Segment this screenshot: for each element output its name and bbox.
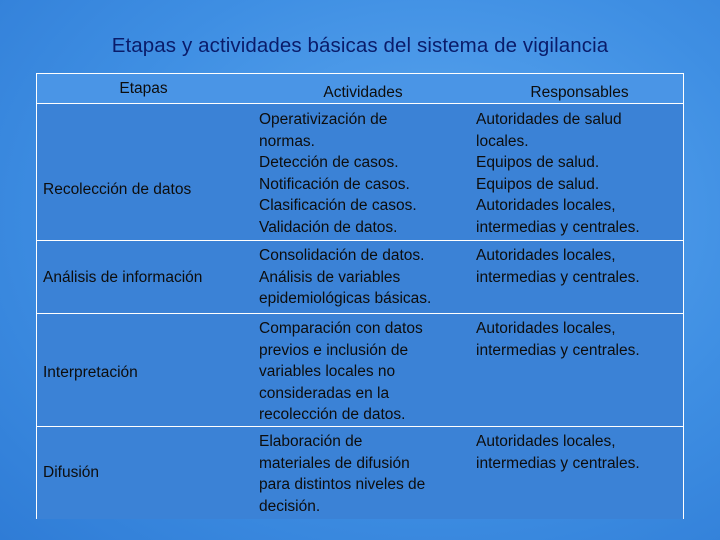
- activity-line: Consolidación de datos.: [259, 247, 425, 264]
- responsible-line: Autoridades locales,: [476, 197, 616, 214]
- activity-line: consideradas en la: [259, 384, 390, 402]
- activities-cell: [250, 427, 467, 519]
- activities-cell: [250, 241, 467, 314]
- activity-line: Comparación con datos: [259, 320, 423, 337]
- stage-label: Interpretación: [43, 363, 138, 381]
- stage-label: Difusión: [43, 464, 99, 482]
- activity-line: materiales de difusión: [259, 454, 410, 472]
- header-actividades: Actividades: [323, 84, 403, 101]
- header-responsables: Responsables: [530, 84, 629, 101]
- stage-cell: [37, 427, 250, 519]
- stage-cell: [37, 314, 250, 427]
- responsible-line: Autoridades locales,: [476, 433, 616, 450]
- stage-label: Análisis de información: [43, 268, 203, 286]
- stage-cell: [37, 241, 250, 314]
- surveillance-table: [36, 73, 684, 519]
- activity-line: recolección de datos.: [259, 406, 406, 423]
- table-row: [37, 313, 683, 427]
- responsible-line: Equipos de salud.: [476, 175, 600, 193]
- responsible-line: Autoridades locales,: [476, 320, 616, 337]
- responsible-line: intermedias y centrales.: [476, 218, 640, 236]
- responsibles-cell: [467, 104, 683, 240]
- activity-line: decisión.: [259, 497, 321, 515]
- responsible-line: locales.: [476, 132, 529, 150]
- stage-label: Recolección de datos: [43, 181, 192, 199]
- table-row: [37, 104, 683, 240]
- activities-cell: [250, 314, 467, 427]
- activity-line: epidemiológicas básicas.: [259, 290, 432, 307]
- responsible-line: Autoridades locales,: [476, 247, 616, 264]
- activity-line: Análisis de variables: [259, 268, 401, 286]
- table-header-row: [37, 74, 683, 104]
- activity-line: Notificación de casos.: [259, 175, 410, 193]
- responsible-line: Equipos de salud.: [476, 154, 600, 171]
- header-etapas: Etapas: [119, 80, 168, 97]
- responsibles-cell: [467, 241, 683, 314]
- activities-cell: [250, 104, 467, 240]
- activity-line: previos e inclusión de: [259, 341, 409, 359]
- activity-line: para distintos niveles de: [259, 476, 426, 493]
- table-row: [37, 240, 683, 314]
- activity-line: Elaboración de: [259, 433, 363, 450]
- activity-line: variables locales no: [259, 363, 396, 380]
- activity-line: Operativización de: [259, 111, 388, 128]
- responsibles-cell: [467, 427, 683, 519]
- responsibles-cell: [467, 314, 683, 427]
- activity-line: Validación de datos.: [259, 218, 398, 236]
- responsible-line: intermedias y centrales.: [476, 454, 640, 472]
- activity-line: normas.: [259, 132, 315, 150]
- activity-line: Clasificación de casos.: [259, 197, 417, 214]
- responsible-line: intermedias y centrales.: [476, 341, 640, 359]
- responsible-line: Autoridades de salud: [476, 111, 622, 128]
- stage-cell: [37, 104, 250, 240]
- slide-title: Etapas y actividades básicas del sistema de vigilancia: [111, 34, 609, 57]
- activity-line: Detección de casos.: [259, 154, 399, 171]
- table-row: [37, 426, 683, 519]
- responsible-line: intermedias y centrales.: [476, 268, 640, 286]
